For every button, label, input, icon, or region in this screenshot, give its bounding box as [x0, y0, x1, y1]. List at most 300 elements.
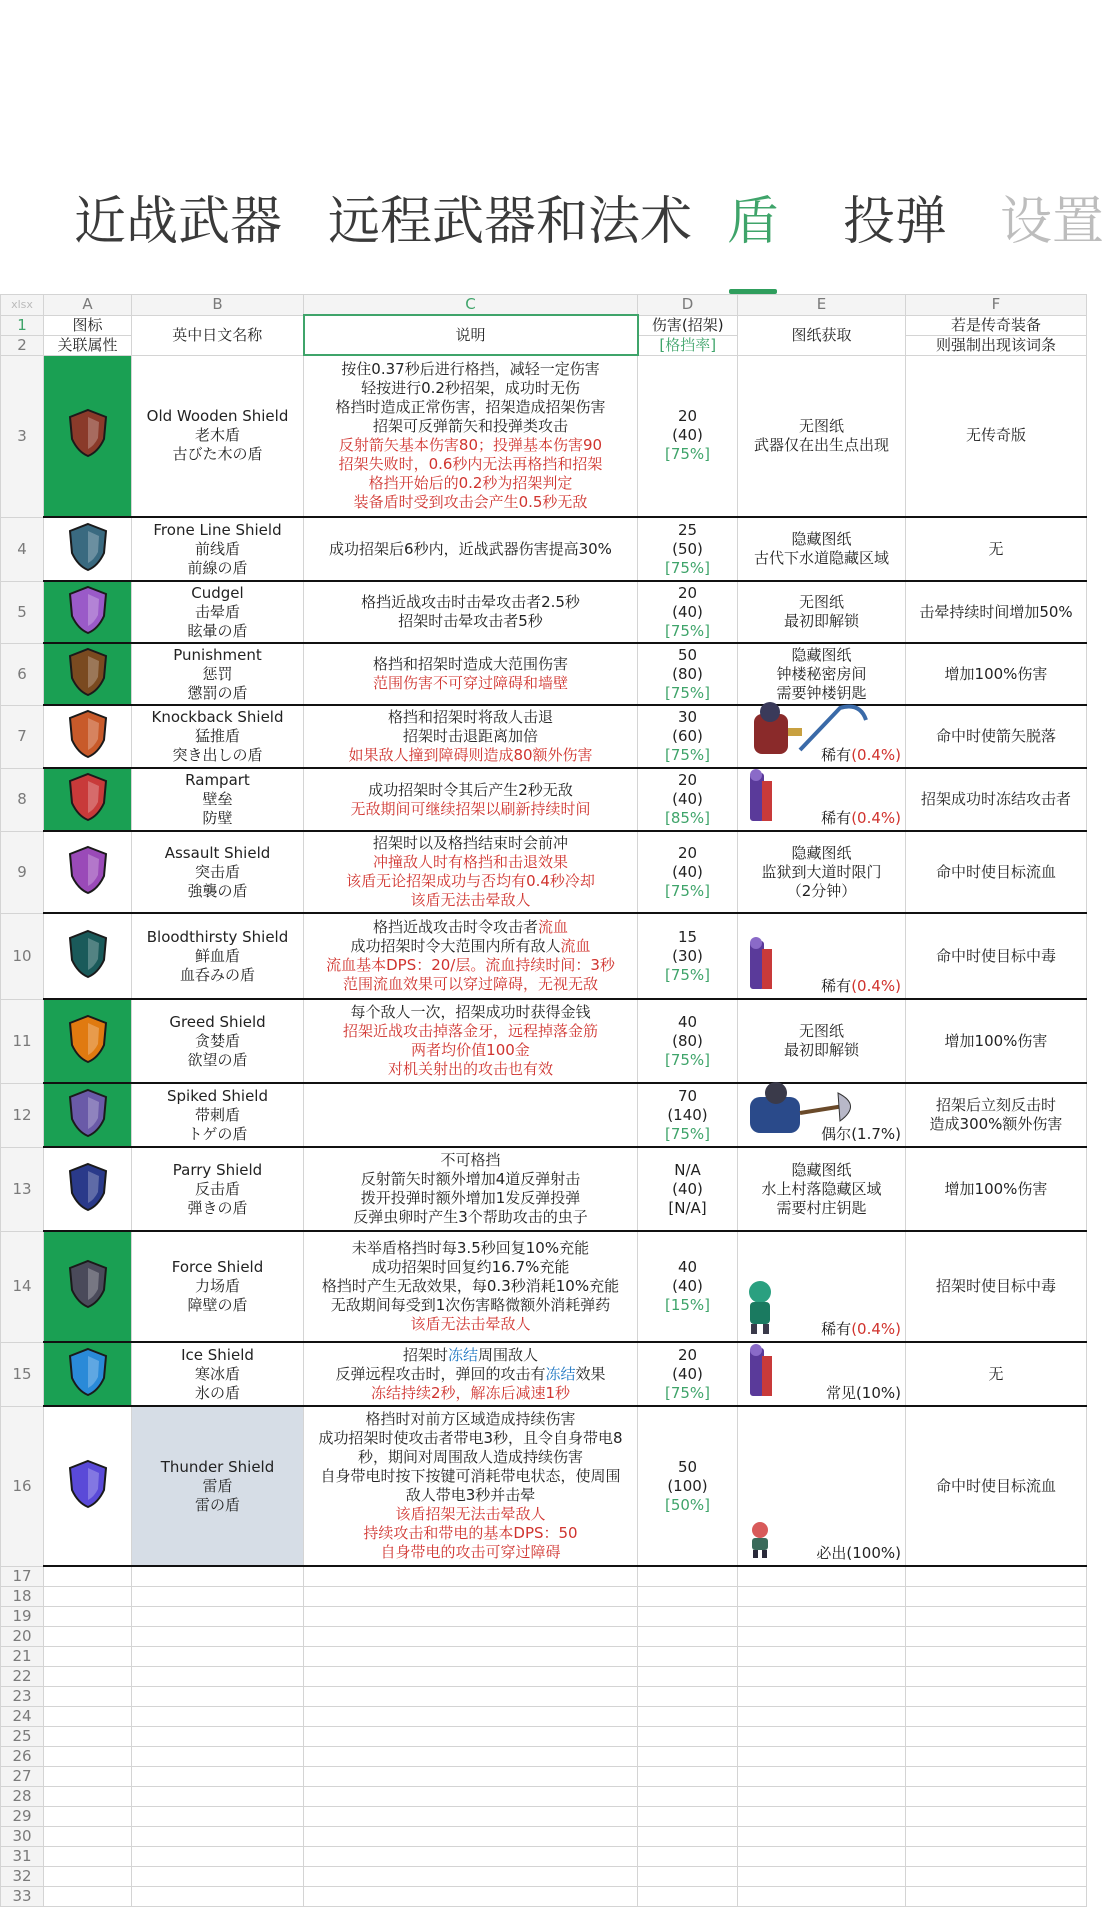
header-name[interactable]: 英中日文名称 [132, 315, 304, 355]
description-line: 如果敌人撞到障碍则造成80额外伤害 [348, 746, 593, 764]
description-line: 未举盾格挡时每3.5秒回复10%充能 [351, 1239, 590, 1257]
name-cell[interactable] [132, 705, 304, 768]
drop-rarity-text: 稀有 [821, 746, 852, 764]
description-line: 两者均价值100金 [411, 1041, 530, 1059]
empty-cell[interactable] [132, 1846, 304, 1866]
empty-cell[interactable] [738, 1586, 906, 1606]
icon-cell[interactable] [44, 913, 132, 999]
parry-damage-value: (80) [672, 1031, 703, 1050]
empty-cell[interactable] [44, 1666, 132, 1686]
name-chinese: 反击盾 [194, 1179, 240, 1198]
row-number[interactable]: 16 [1, 1406, 44, 1566]
empty-cell[interactable] [638, 1786, 738, 1806]
column-header-a[interactable]: A [44, 295, 132, 316]
empty-cell[interactable] [132, 1566, 304, 1586]
row-number[interactable]: 31 [1, 1846, 44, 1866]
row-number[interactable]: 3 [1, 355, 44, 517]
legendary-cell[interactable] [906, 705, 1087, 768]
legendary-cell[interactable] [906, 1406, 1087, 1566]
header-block-rate[interactable]: [格挡率] [638, 335, 738, 355]
name-english: Greed Shield [169, 1012, 266, 1031]
row-number[interactable]: 27 [1, 1766, 44, 1786]
legendary-affix: 命中时使目标中毒 [935, 946, 1056, 965]
empty-cell[interactable] [738, 1706, 906, 1726]
empty-cell[interactable] [304, 1666, 638, 1686]
legendary-cell[interactable] [906, 768, 1087, 831]
empty-cell[interactable] [304, 1846, 638, 1866]
description-line: 范围伤害不可穿过障碍和墙壁 [372, 674, 568, 692]
description-cell[interactable] [304, 705, 638, 768]
empty-cell[interactable] [304, 1706, 638, 1726]
description-segment: 冻结 [545, 1364, 576, 1383]
drop-rate-label [816, 1544, 901, 1563]
empty-cell[interactable] [304, 1686, 638, 1706]
description-cell[interactable] [304, 581, 638, 643]
empty-cell[interactable] [132, 1746, 304, 1766]
empty-cell[interactable] [44, 1706, 132, 1726]
column-header-e[interactable]: E [738, 295, 906, 316]
description-cell[interactable] [304, 1406, 638, 1566]
table-row [1, 355, 1087, 517]
damage-cell[interactable] [638, 581, 738, 643]
header-legendary-affix[interactable]: 则强制出现该词条 [906, 335, 1087, 355]
row-number[interactable]: 1 [1, 315, 44, 335]
damage-cell[interactable] [638, 1406, 738, 1566]
empty-cell[interactable] [638, 1586, 738, 1606]
column-header-b[interactable]: B [132, 295, 304, 316]
empty-cell[interactable] [738, 1666, 906, 1686]
description-cell[interactable] [304, 355, 638, 517]
empty-cell[interactable] [738, 1646, 906, 1666]
empty-cell[interactable] [638, 1806, 738, 1826]
empty-cell[interactable] [638, 1646, 738, 1666]
row-number[interactable]: 22 [1, 1666, 44, 1686]
icon-cell[interactable] [44, 768, 132, 831]
empty-cell[interactable] [44, 1886, 132, 1906]
empty-cell[interactable] [906, 1846, 1087, 1866]
header-legendary[interactable]: 若是传奇装备 [906, 315, 1087, 335]
empty-cell[interactable] [44, 1846, 132, 1866]
name-japanese: 前線の盾 [187, 558, 248, 577]
rampart-icon [65, 771, 111, 828]
description-line: 反弹虫卵时产生3个帮助攻击的虫子 [353, 1208, 588, 1226]
icon-cell[interactable] [44, 1147, 132, 1231]
cudgel-icon [65, 584, 111, 641]
empty-cell[interactable] [906, 1786, 1087, 1806]
parry-damage-value: (140) [667, 1105, 708, 1124]
empty-cell[interactable] [304, 1886, 638, 1906]
blueprint-line: 水上村落隐藏区域 [761, 1179, 882, 1198]
empty-cell[interactable] [906, 1826, 1087, 1846]
empty-cell[interactable] [906, 1606, 1087, 1626]
empty-cell[interactable] [304, 1566, 638, 1586]
legendary-affix: 增加100%伤害 [944, 664, 1048, 683]
column-header-d[interactable]: D [638, 295, 738, 316]
icon-cell[interactable] [44, 705, 132, 768]
icon-cell[interactable] [44, 643, 132, 705]
tab-shields[interactable]: 盾 [727, 192, 780, 252]
empty-cell[interactable] [738, 1806, 906, 1826]
empty-cell[interactable] [132, 1666, 304, 1686]
empty-cell[interactable] [44, 1586, 132, 1606]
empty-cell[interactable] [44, 1566, 132, 1586]
empty-cell[interactable] [132, 1886, 304, 1906]
empty-cell[interactable] [738, 1866, 906, 1886]
empty-cell[interactable] [638, 1666, 738, 1686]
name-cell[interactable] [132, 1083, 304, 1147]
description-cell[interactable] [304, 517, 638, 581]
empty-cell[interactable] [738, 1566, 906, 1586]
legendary-cell[interactable] [906, 581, 1087, 643]
row-number[interactable]: 10 [1, 913, 44, 999]
empty-cell[interactable] [132, 1866, 304, 1886]
blueprint-cell[interactable] [738, 768, 906, 831]
empty-cell[interactable] [638, 1746, 738, 1766]
header-damage[interactable]: 伤害(招架) [638, 315, 738, 335]
table-row [1, 581, 1087, 643]
damage-cell[interactable] [638, 1342, 738, 1406]
row-number[interactable]: 11 [1, 999, 44, 1083]
empty-cell[interactable] [638, 1606, 738, 1626]
icon-cell[interactable] [44, 517, 132, 581]
row-number[interactable]: 29 [1, 1806, 44, 1826]
damage-cell[interactable] [638, 1231, 738, 1342]
empty-cell[interactable] [304, 1746, 638, 1766]
empty-cell[interactable] [132, 1646, 304, 1666]
blueprint-cell[interactable] [738, 705, 906, 768]
empty-cell[interactable] [738, 1826, 906, 1846]
name-english: Assault Shield [164, 843, 271, 862]
icon-cell[interactable] [44, 831, 132, 913]
damage-cell[interactable] [638, 517, 738, 581]
column-header-f[interactable]: F [906, 295, 1087, 316]
table-row [1, 999, 1087, 1083]
empty-cell[interactable] [906, 1706, 1087, 1726]
row-number[interactable]: 5 [1, 581, 44, 643]
empty-cell[interactable] [638, 1686, 738, 1706]
legendary-cell[interactable] [906, 1083, 1087, 1147]
empty-cell[interactable] [906, 1666, 1087, 1686]
blueprint-cell[interactable] [738, 581, 906, 643]
empty-cell[interactable] [132, 1586, 304, 1606]
damage-cell[interactable] [638, 1147, 738, 1231]
name-cell[interactable] [132, 581, 304, 643]
parry-damage-value: (60) [672, 727, 703, 745]
icon-cell[interactable] [44, 1083, 132, 1147]
icon-cell[interactable] [44, 355, 132, 517]
empty-cell[interactable] [44, 1646, 132, 1666]
name-chinese: 寒冰盾 [194, 1364, 240, 1383]
legendary-cell[interactable] [906, 1147, 1087, 1231]
empty-cell[interactable] [906, 1766, 1087, 1786]
damage-value: N/A [674, 1160, 701, 1179]
empty-cell[interactable] [906, 1806, 1087, 1826]
empty-cell[interactable] [906, 1866, 1087, 1886]
name-chinese: 力场盾 [194, 1277, 240, 1295]
table-row [1, 768, 1087, 831]
empty-cell[interactable] [132, 1626, 304, 1646]
row-number[interactable]: 23 [1, 1686, 44, 1706]
name-cell[interactable] [132, 643, 304, 705]
empty-cell[interactable] [304, 1646, 638, 1666]
row-number[interactable]: 20 [1, 1626, 44, 1646]
name-chinese: 鲜血盾 [194, 946, 240, 965]
row-number[interactable]: 19 [1, 1606, 44, 1626]
empty-cell[interactable] [738, 1686, 906, 1706]
empty-cell[interactable] [44, 1866, 132, 1886]
empty-row [1, 1826, 1087, 1846]
blueprint-cell[interactable] [738, 1083, 906, 1147]
header-icon[interactable] [44, 315, 132, 335]
row-number[interactable]: 8 [1, 768, 44, 831]
description-line: 敌人带电3秒并击晕 [405, 1486, 536, 1504]
empty-cell[interactable] [738, 1886, 906, 1906]
empty-cell[interactable] [132, 1706, 304, 1726]
name-cell[interactable] [132, 913, 304, 999]
row-number[interactable]: 12 [1, 1083, 44, 1147]
row-number[interactable]: 7 [1, 705, 44, 768]
description-cell[interactable] [304, 831, 638, 913]
damage-cell[interactable] [638, 831, 738, 913]
tab-ranged-weapons-spells[interactable]: 远程武器和法术 [328, 192, 693, 252]
empty-cell[interactable] [304, 1726, 638, 1746]
icon-cell[interactable] [44, 581, 132, 643]
damage-cell[interactable] [638, 913, 738, 999]
empty-cell[interactable] [44, 1786, 132, 1806]
description-line: 招架时击退距离加倍 [402, 727, 538, 745]
empty-cell[interactable] [44, 1626, 132, 1646]
empty-cell[interactable] [638, 1626, 738, 1646]
empty-cell[interactable] [738, 1766, 906, 1786]
empty-cell[interactable] [638, 1846, 738, 1866]
empty-cell[interactable] [304, 1586, 638, 1606]
legendary-cell[interactable] [906, 1231, 1087, 1342]
empty-cell[interactable] [132, 1686, 304, 1706]
knockback-shield-icon [65, 708, 111, 765]
empty-cell[interactable] [738, 1606, 906, 1626]
empty-cell[interactable] [132, 1766, 304, 1786]
description-cell[interactable] [304, 768, 638, 831]
blueprint-cell[interactable] [738, 1406, 906, 1566]
sheet-corner[interactable]: xlsx [1, 295, 44, 316]
empty-cell[interactable] [906, 1586, 1087, 1606]
row-number[interactable]: 33 [1, 1886, 44, 1906]
name-cell[interactable] [132, 1231, 304, 1342]
row-number[interactable]: 15 [1, 1342, 44, 1406]
empty-cell[interactable] [44, 1746, 132, 1766]
drop-rate-percent: (0.4%) [851, 746, 901, 764]
row-number[interactable]: 9 [1, 831, 44, 913]
name-chinese: 惩罚 [202, 664, 233, 683]
damage-cell[interactable] [638, 643, 738, 705]
name-cell[interactable] [132, 355, 304, 517]
empty-cell[interactable] [906, 1886, 1087, 1906]
header-row-1 [1, 315, 1087, 335]
empty-cell[interactable] [132, 1806, 304, 1826]
description-cell[interactable] [304, 999, 638, 1083]
empty-cell[interactable] [906, 1686, 1087, 1706]
blueprint-cell[interactable] [738, 355, 906, 517]
icon-cell[interactable] [44, 1342, 132, 1406]
drop-rate-percent: (10%) [855, 1384, 901, 1402]
row-number[interactable]: 4 [1, 517, 44, 581]
icon-cell[interactable] [44, 999, 132, 1083]
header-blueprint[interactable]: 图纸获取 [738, 315, 906, 355]
empty-cell[interactable] [44, 1686, 132, 1706]
description-cell[interactable] [304, 1231, 638, 1342]
row-number[interactable]: 18 [1, 1586, 44, 1606]
empty-cell[interactable] [906, 1746, 1087, 1766]
row-number[interactable]: 21 [1, 1646, 44, 1666]
name-cell[interactable] [132, 1406, 304, 1566]
blueprint-cell[interactable] [738, 643, 906, 705]
empty-cell[interactable] [638, 1766, 738, 1786]
row-number[interactable]: 30 [1, 1826, 44, 1846]
description-line: 格挡开始后的0.2秒为招架判定 [368, 474, 573, 492]
drop-rate-percent: (0.4%) [851, 809, 901, 827]
blueprint-cell[interactable] [738, 517, 906, 581]
empty-cell[interactable] [304, 1826, 638, 1846]
empty-cell[interactable] [304, 1606, 638, 1626]
description-line: 自身带电时按下按键可消耗带电状态，使周围 [320, 1467, 621, 1485]
blueprint-cell[interactable] [738, 1342, 906, 1406]
empty-cell[interactable] [738, 1786, 906, 1806]
icon-cell[interactable] [44, 1406, 132, 1566]
row-number[interactable]: 28 [1, 1786, 44, 1806]
empty-cell[interactable] [44, 1766, 132, 1786]
legendary-cell[interactable] [906, 517, 1087, 581]
header-icon-label: 图标 [72, 316, 103, 334]
damage-cell[interactable] [638, 355, 738, 517]
empty-cell[interactable] [906, 1646, 1087, 1666]
legendary-cell[interactable] [906, 913, 1087, 999]
name-cell[interactable] [132, 768, 304, 831]
name-cell[interactable] [132, 517, 304, 581]
name-english: Force Shield [171, 1258, 264, 1276]
empty-cell[interactable] [738, 1626, 906, 1646]
column-header-c[interactable]: C [304, 295, 638, 316]
blueprint-cell[interactable] [738, 913, 906, 999]
empty-cell[interactable] [638, 1566, 738, 1586]
empty-cell[interactable] [638, 1826, 738, 1846]
enemy-drop-image [740, 1502, 780, 1563]
empty-cell[interactable] [304, 1766, 638, 1786]
row-number[interactable]: 6 [1, 643, 44, 705]
parry-damage-value: (100) [667, 1476, 708, 1495]
parry-damage-value: (40) [672, 426, 703, 445]
empty-cell[interactable] [906, 1566, 1087, 1586]
row-number[interactable]: 13 [1, 1147, 44, 1231]
empty-cell[interactable] [738, 1746, 906, 1766]
empty-cell[interactable] [44, 1826, 132, 1846]
description-line: 该盾无法击晕敌人 [410, 1315, 531, 1333]
blueprint-cell[interactable] [738, 1147, 906, 1231]
block-rate-value: [75%] [664, 1050, 711, 1069]
drop-rate-label [826, 1384, 901, 1403]
tab-settings[interactable]: 设置 [1000, 192, 1104, 252]
empty-cell[interactable] [132, 1826, 304, 1846]
enemy-drop-image [740, 1278, 780, 1339]
tab-grenades[interactable]: 投弹 [843, 192, 948, 252]
damage-cell[interactable] [638, 768, 738, 831]
legendary-cell[interactable] [906, 355, 1087, 517]
empty-cell[interactable] [44, 1726, 132, 1746]
legendary-cell[interactable] [906, 831, 1087, 913]
row-number[interactable]: 17 [1, 1566, 44, 1586]
row-number[interactable]: 24 [1, 1706, 44, 1726]
empty-cell[interactable] [132, 1606, 304, 1626]
damage-cell[interactable] [638, 1083, 738, 1147]
empty-cell[interactable] [906, 1726, 1087, 1746]
row-number[interactable]: 26 [1, 1746, 44, 1766]
row-number[interactable]: 32 [1, 1866, 44, 1886]
empty-cell[interactable] [304, 1786, 638, 1806]
empty-cell[interactable] [132, 1786, 304, 1806]
empty-cell[interactable] [44, 1806, 132, 1826]
blueprint-cell[interactable] [738, 999, 906, 1083]
tab-melee-weapons[interactable]: 近战武器 [74, 192, 283, 252]
empty-cell[interactable] [304, 1866, 638, 1886]
header-attribute[interactable]: 关联属性 [44, 335, 132, 355]
name-cell[interactable] [132, 999, 304, 1083]
empty-cell[interactable] [132, 1726, 304, 1746]
name-cell[interactable] [132, 1342, 304, 1406]
name-cell[interactable] [132, 831, 304, 913]
legendary-cell[interactable] [906, 643, 1087, 705]
description-line: 该盾招架无法击晕敌人 [395, 1505, 546, 1523]
empty-cell[interactable] [638, 1706, 738, 1726]
blueprint-line: 需要村庄钥匙 [776, 1198, 867, 1217]
name-english: Old Wooden Shield [146, 407, 289, 426]
wooden-shield-icon [65, 407, 111, 464]
empty-cell[interactable] [638, 1886, 738, 1906]
description-cell[interactable] [304, 1342, 638, 1406]
name-cell[interactable] [132, 1147, 304, 1231]
empty-cell[interactable] [304, 1806, 638, 1826]
name-japanese: 血呑みの盾 [179, 965, 255, 984]
damage-cell[interactable] [638, 705, 738, 768]
description-cell[interactable] [304, 913, 638, 999]
empty-cell[interactable] [906, 1626, 1087, 1646]
icon-cell[interactable] [44, 1231, 132, 1342]
row-number[interactable]: 2 [1, 335, 44, 355]
description-cell[interactable] [304, 1147, 638, 1231]
column-header-row [1, 295, 1087, 316]
damage-cell[interactable] [638, 999, 738, 1083]
description-cell[interactable] [304, 1083, 638, 1147]
header-description[interactable]: 说明 [304, 315, 638, 355]
greed-shield-icon [65, 1013, 111, 1070]
name-chinese: 雷盾 [202, 1476, 233, 1495]
blueprint-cell[interactable] [738, 831, 906, 913]
name-english: Cudgel [191, 583, 244, 602]
legendary-cell[interactable] [906, 1342, 1087, 1406]
row-number[interactable]: 25 [1, 1726, 44, 1746]
empty-cell[interactable] [738, 1726, 906, 1746]
parry-damage-value: (30) [672, 946, 703, 965]
empty-cell[interactable] [44, 1606, 132, 1626]
empty-cell[interactable] [638, 1866, 738, 1886]
empty-cell[interactable] [638, 1726, 738, 1746]
empty-row [1, 1586, 1087, 1606]
row-number[interactable]: 14 [1, 1231, 44, 1342]
legendary-cell[interactable] [906, 999, 1087, 1083]
empty-cell[interactable] [304, 1626, 638, 1646]
description-cell[interactable] [304, 643, 638, 705]
empty-cell[interactable] [738, 1846, 906, 1866]
blueprint-cell[interactable] [738, 1231, 906, 1342]
description-line: 按住0.37秒后进行格挡，减轻一定伤害 [341, 360, 600, 378]
